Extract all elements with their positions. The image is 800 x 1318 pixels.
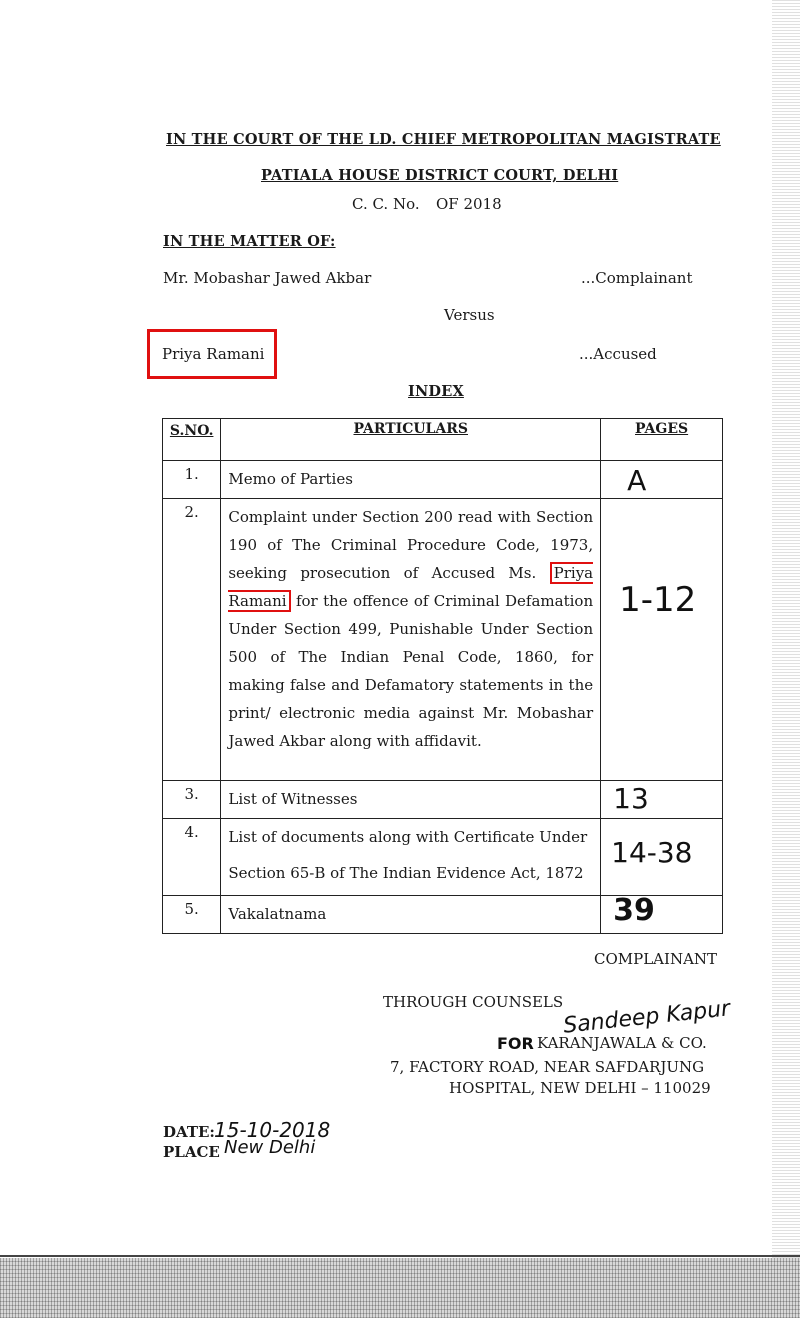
handwritten-place: New Delhi xyxy=(224,1137,316,1158)
firm-address-line2: HOSPITAL, NEW DELHI – 110029 xyxy=(449,1079,711,1097)
handwritten-date: 15-10-2018 xyxy=(214,1118,331,1142)
counsel-signature: Sandeep Kapur xyxy=(562,996,732,1039)
header-particulars: PARTICULARS xyxy=(221,419,601,461)
accused-name: Priya Ramani xyxy=(162,345,265,363)
row-pages xyxy=(601,461,723,499)
table-row xyxy=(163,896,723,934)
case-number-year: OF 2018 xyxy=(436,195,502,213)
row-particulars: List of documents along with Certificate Under Section 65-B of The Indian Evidence Act, 1872 xyxy=(221,819,601,896)
header-sno: S.NO. xyxy=(163,419,221,461)
table-header-row xyxy=(163,419,723,461)
particulars-text-end: for the offence of Criminal Defamation Under Section 499, Punishable Under Section 500 of The Indian Penal Code, 1860, for making false and Defamatory statements in the print/ electronic media against Mr. Mobashar Jawed Akbar along with affidavit. xyxy=(228,592,594,750)
scan-edge-bottom-line xyxy=(0,1255,800,1257)
handwritten-page-number: A xyxy=(627,464,647,497)
accused-role: ...Accused xyxy=(579,345,657,363)
row-sno: 1. xyxy=(163,461,221,499)
row-particulars: Memo of Parties xyxy=(221,461,601,499)
scan-noise-strip xyxy=(0,1258,800,1318)
case-number-label: C. C. No. xyxy=(352,195,420,213)
row-pages xyxy=(601,819,723,896)
row-particulars xyxy=(221,499,601,781)
row-sno: 3. xyxy=(163,781,221,819)
row-sno: 2. xyxy=(163,499,221,781)
handwritten-page-number: 13 xyxy=(613,782,649,815)
table-row xyxy=(163,819,723,896)
row-sno: 5. xyxy=(163,896,221,934)
complainant-label: COMPLAINANT xyxy=(594,950,718,968)
table-row xyxy=(163,499,723,781)
table-row xyxy=(163,461,723,499)
district-court-title: PATIALA HOUSE DISTRICT COURT, DELHI xyxy=(261,167,619,184)
row-sno: 4. xyxy=(163,819,221,896)
scan-edge-right xyxy=(772,0,800,1258)
handwritten-page-number: 1-12 xyxy=(619,580,697,620)
place-label: PLACE xyxy=(163,1143,220,1161)
matter-heading: IN THE MATTER OF: xyxy=(163,233,336,250)
row-pages xyxy=(601,781,723,819)
firm-address-line1: 7, FACTORY ROAD, NEAR SAFDARJUNG xyxy=(390,1058,705,1076)
accused-name-inline-highlight: Priya Ramani xyxy=(228,564,594,610)
complainant-name: Mr. Mobashar Jawed Akbar xyxy=(163,269,372,287)
handwritten-page-number: 14-38 xyxy=(611,836,693,869)
row-pages xyxy=(601,499,723,781)
particulars-text-start: Complaint under Section 200 read with Section 190 of The Criminal Procedure Code, 1973, seeking prosecution of Accused Ms. xyxy=(228,508,594,582)
row-pages xyxy=(601,893,723,934)
row-particulars: Vakalatnama xyxy=(221,896,601,934)
index-heading: INDEX xyxy=(408,383,464,400)
table-row xyxy=(163,781,723,819)
complainant-role: ...Complainant xyxy=(581,269,693,287)
law-firm-name: KARANJAWALA & CO. xyxy=(537,1034,707,1052)
header-pages: PAGES xyxy=(601,419,723,461)
handwritten-page-number: 39 xyxy=(613,893,655,928)
index-table xyxy=(162,418,723,934)
through-counsels-label: THROUGH COUNSELS xyxy=(383,993,564,1011)
for-handwritten-label: FOR xyxy=(497,1034,534,1053)
versus-label: Versus xyxy=(444,306,495,324)
date-label: DATE: xyxy=(163,1123,215,1141)
row-particulars: List of Witnesses xyxy=(221,781,601,819)
court-title: IN THE COURT OF THE LD. CHIEF METROPOLITAN MAGISTRATE xyxy=(166,131,721,148)
